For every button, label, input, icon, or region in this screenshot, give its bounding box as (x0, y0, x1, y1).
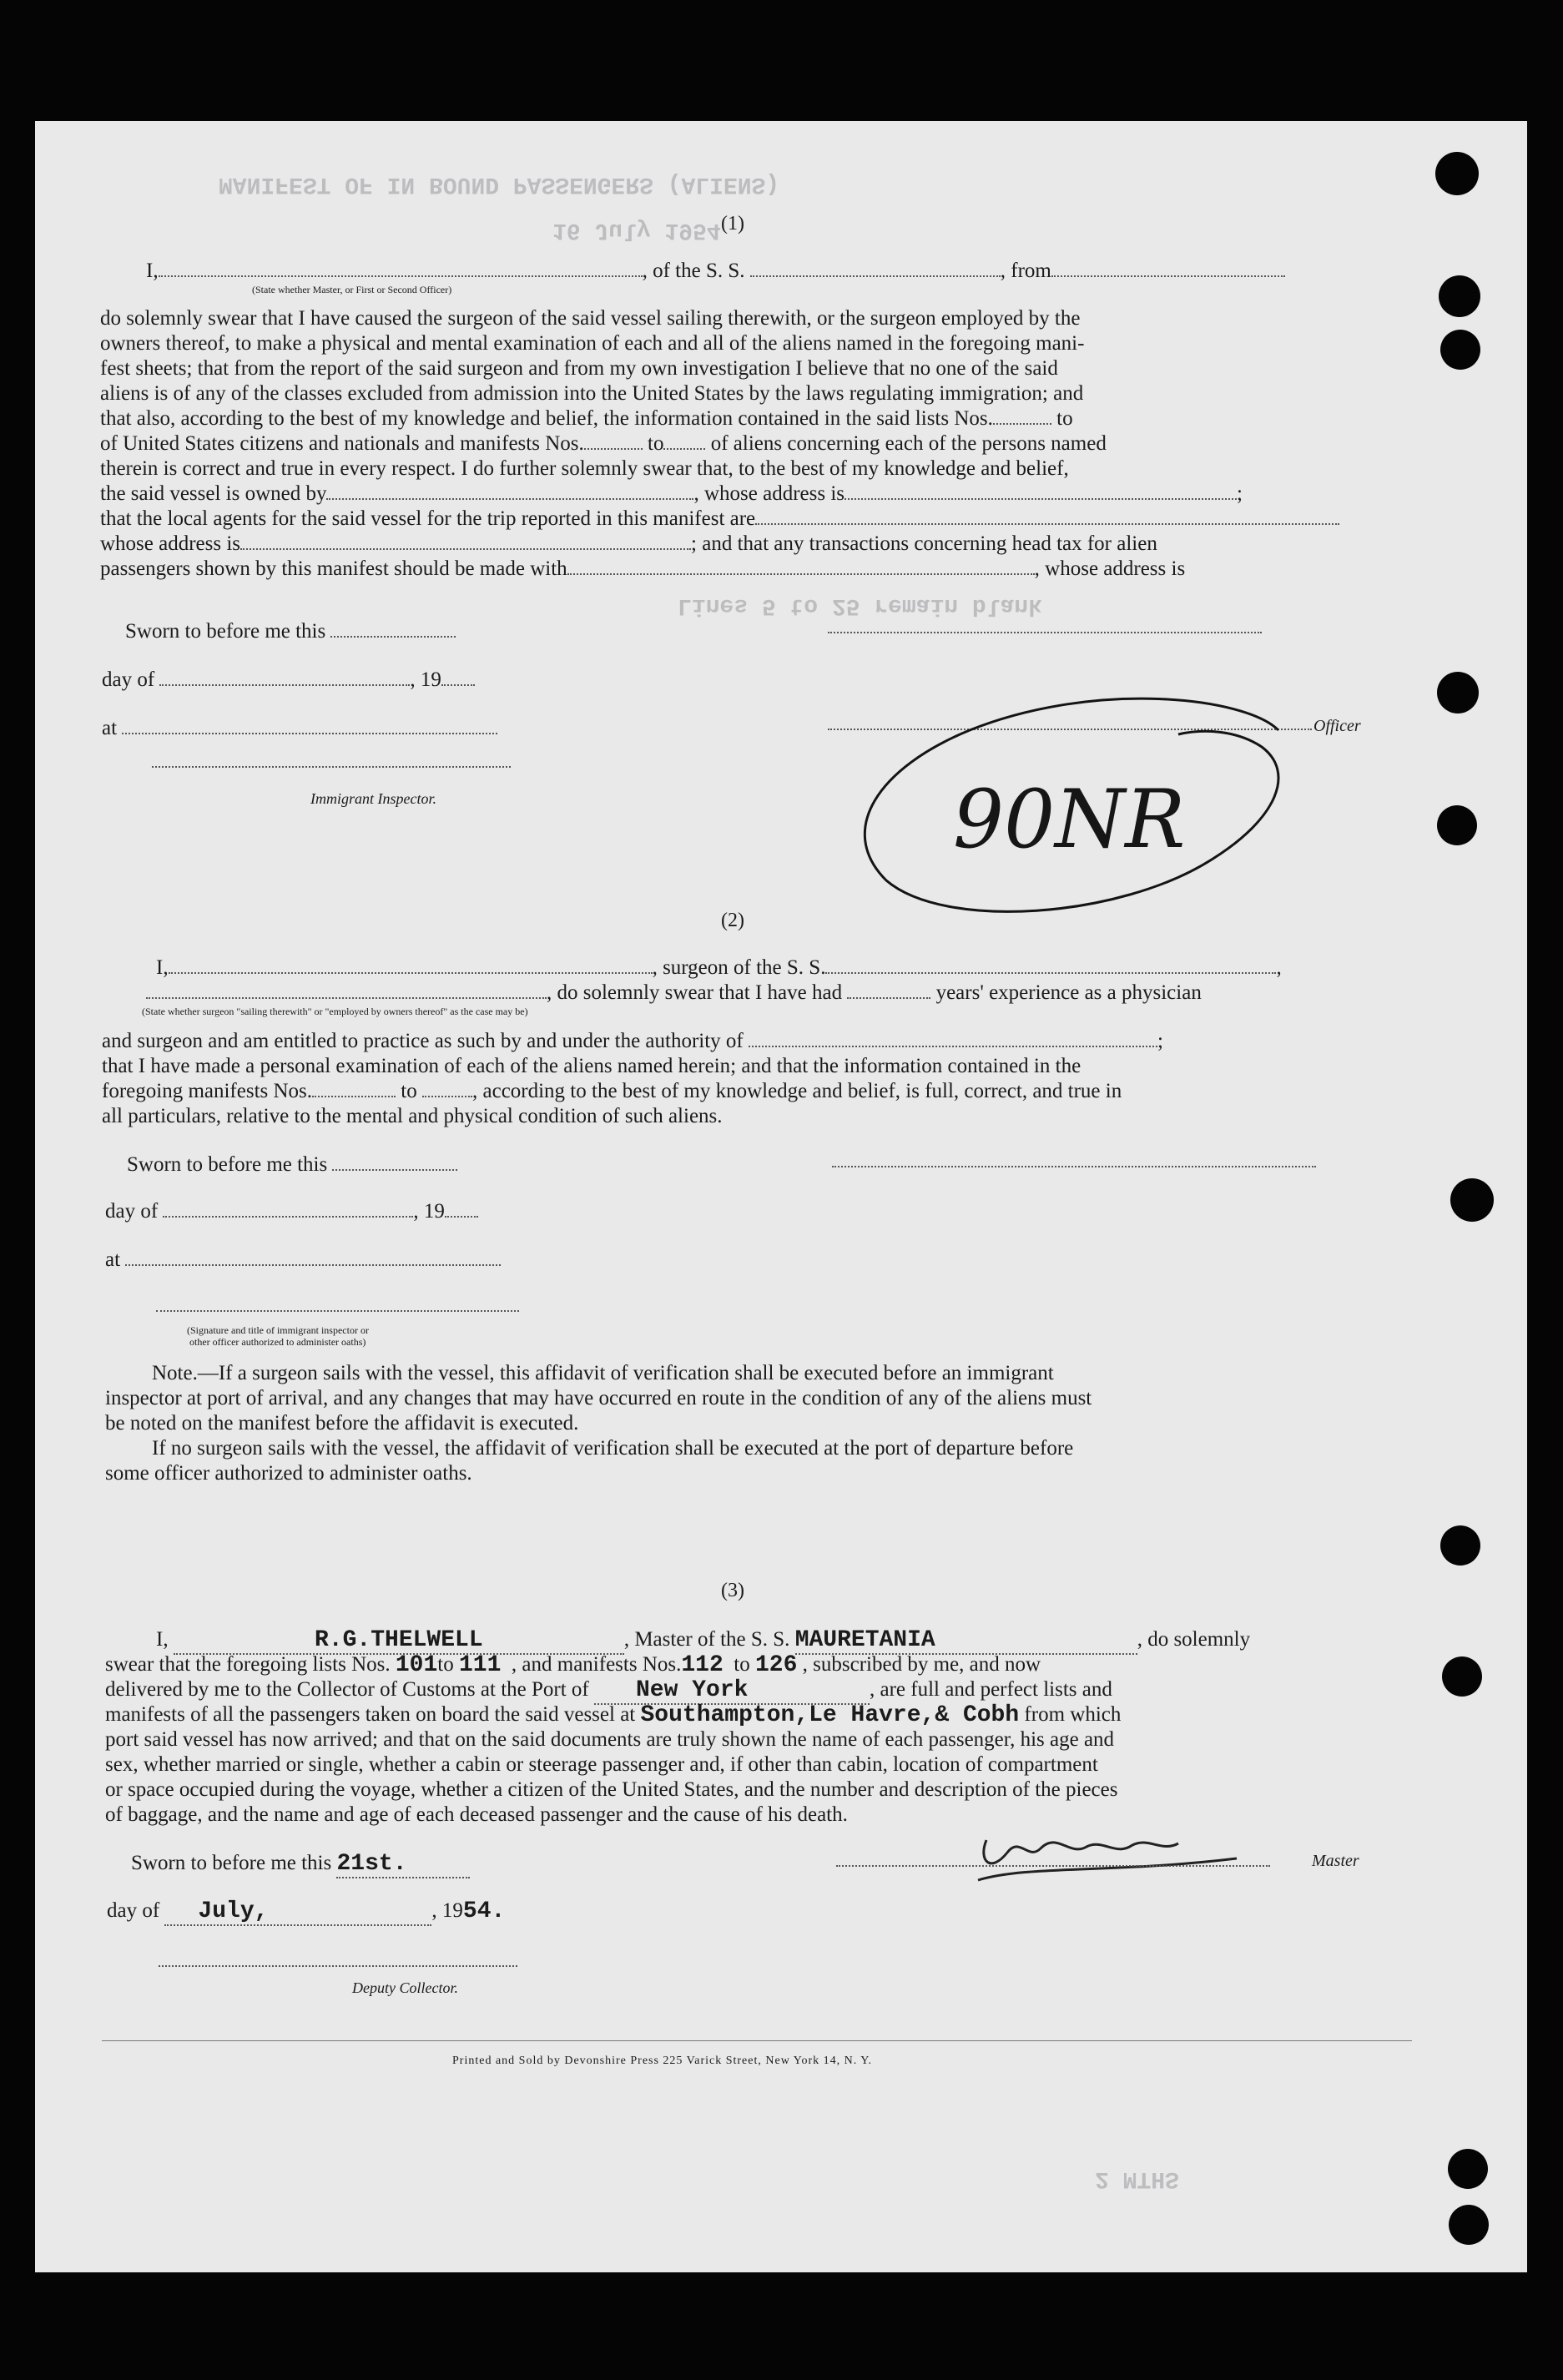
sec1-inspector-line (152, 766, 511, 768)
sec1-para-9: that the local agents for the said vessel for the trip reported in this manifest are (100, 507, 1339, 532)
sec1-signature-line (828, 632, 1262, 633)
sec2-para-4: all particulars, relative to the mental and physical condition of such aliens. (102, 1105, 723, 1127)
port-of-arrival: New York (636, 1677, 749, 1703)
sec2-sig-caption-2: other officer authorized to administer oaths) (189, 1336, 366, 1348)
manifest-to: 126 (754, 1652, 798, 1678)
binder-hole (1440, 1525, 1480, 1566)
sworn-year: 54. (462, 1898, 506, 1924)
manifest-from: 112 (681, 1652, 724, 1678)
sec1-officer-label: Officer (1313, 717, 1361, 735)
sec1-role-caption: (State whether Master, or First or Second Officer) (252, 284, 452, 295)
sec3-line-1: I, R.G.THELWELL , Master of the S. S. MAURETANIA , do solemnly (156, 1627, 1251, 1653)
sec3-line-2: swear that the foregoing lists Nos. 101to 111 , and manifests Nos.112 to 126 , subscribed by me, and now (105, 1652, 1041, 1678)
sec1-of-ss: , of the S. S. (642, 260, 745, 282)
sec2-para-1: and surgeon and am entitled to practice as such by and under the authority of ; (102, 1030, 1163, 1052)
sec3-para-7: or space occupied during the voyage, whether a citizen of the United States, and the number and description of the pieces (105, 1778, 1118, 1801)
sec2-role-caption: (State whether surgeon "sailing therewith" or "employed by owners thereof" as the case may be) (142, 1006, 528, 1017)
note-line-5: some officer authorized to administer oaths. (105, 1462, 472, 1485)
sec1-line-1 (146, 259, 1285, 284)
binder-hole (1440, 330, 1480, 370)
sec2-line-1: I, , surgeon of the S. S. , (156, 956, 1282, 979)
sec1-i: I, (146, 260, 159, 282)
note-line-2: inspector at port of arrival, and any changes that may have occurred en route in the condition of any of the aliens must (105, 1387, 1092, 1409)
sec1-para-11: passengers shown by this manifest should be made with , whose address is (100, 557, 1186, 580)
sec3-para-8: of baggage, and the name and age of each deceased passenger and the cause of his death. (105, 1803, 848, 1826)
binder-hole (1449, 2205, 1489, 2245)
sec3-para-6: sex, whether married or single, whether a cabin or steerage passenger and, if other than cabin, location of compartment (105, 1753, 1098, 1776)
note-line-3: be noted on the manifest before the affidavit is executed. (105, 1412, 579, 1435)
sec1-para-7: therein is correct and true in every respect. I do further solemnly swear that, to the best of my knowledge and belief, (100, 457, 1069, 480)
sec2-para-3: foregoing manifests Nos. to , according to the best of my knowledge and belief, is full, correct, and true in (102, 1080, 1122, 1102)
sec3-master-line (836, 1865, 1270, 1867)
binder-hole (1448, 2149, 1488, 2189)
binder-hole (1437, 805, 1477, 845)
sec3-line-3: delivered by me to the Collector of Customs at the Port of New York , are full and perfect lists and (105, 1677, 1112, 1703)
bleed-through-date: 16 July 1954 (552, 217, 721, 243)
sec1-para-8: the said vessel is owned by , whose address is ; (100, 482, 1243, 505)
list-to: 111 (458, 1652, 502, 1678)
footer-rule (102, 2040, 1412, 2041)
sec2-sig-caption-1: (Signature and title of immigrant inspector or (187, 1324, 369, 1336)
binder-hole (1437, 672, 1479, 713)
sec2-line-2: , do solemnly swear that I have had years' experience as a physician (146, 981, 1202, 1006)
document-page (35, 121, 1527, 2272)
section-1-heading: (1) (721, 213, 744, 234)
sec1-para-3: fest sheets; that from the report of the said surgeon and from my own investigation I believe that no one of the said (100, 357, 1058, 380)
sec2-at: at (105, 1248, 501, 1273)
master-name: R.G.THELWELL (315, 1627, 483, 1653)
sec2-day-of: day of , 19 (105, 1199, 478, 1224)
sec2-inspector-line (156, 1310, 519, 1312)
bleed-through-remark: Lines 5 to 25 remain blank (678, 592, 1042, 618)
ship-name: MAURETANIA (794, 1627, 935, 1653)
note-line-1: Note.—If a surgeon sails with the vessel, this affidavit of verification shall be executed before an immigrant (152, 1362, 1054, 1384)
binder-hole (1435, 152, 1479, 195)
sec3-collector-label: Deputy Collector. (352, 1979, 458, 1996)
bleed-through-text: MANIFEST OF IN BOUND PASSENGERS (ALIENS) (219, 171, 780, 197)
sec3-day-of: day of July, , 1954. (107, 1898, 506, 1924)
sec3-sworn: Sworn to before me this 21st. (131, 1851, 470, 1878)
ports-of-departure: Southampton,Le Havre,& Cobh (640, 1702, 1020, 1728)
sec3-para-5: port said vessel has now arrived; and that on the said documents are truly shown the name of each passenger, his age and (105, 1728, 1115, 1751)
binder-hole (1439, 275, 1480, 317)
sec1-inspector-label: Immigrant Inspector. (310, 790, 436, 807)
sec1-from: , from (1000, 260, 1051, 282)
sec1-para-6: of United States citizens and nationals and manifests Nos. to of aliens concerning each of the persons named (100, 432, 1107, 455)
stamp-text: 90NR (953, 773, 1186, 866)
sec2-signature-line (832, 1166, 1316, 1167)
sec2-para-2: that I have made a personal examination of each of the aliens named herein; and that the information contained in the (102, 1055, 1081, 1077)
section-3-heading: (3) (721, 1580, 744, 1601)
sec1-para-1: do solemnly swear that I have caused the surgeon of the said vessel sailing therewith, or the surgeon employed by the (100, 307, 1081, 330)
sec1-para-10: whose address is ; and that any transactions concerning head tax for alien (100, 532, 1157, 555)
sec3-collector-line (159, 1965, 517, 1967)
list-from: 101 (395, 1652, 438, 1678)
sec3-line-4: manifests of all the passengers taken on board the said vessel at Southampton,Le Havre,& Cobh from which (105, 1702, 1122, 1728)
sec1-at: at (102, 716, 497, 741)
section-2-heading: (2) (721, 910, 744, 931)
sworn-month: July, (198, 1898, 269, 1924)
bleed-through-mark: 2 MTHS (1095, 2166, 1179, 2191)
sworn-day: 21st. (336, 1851, 407, 1877)
sec1-sworn: Sworn to before me this (125, 619, 456, 644)
sec1-para-5: that also, according to the best of my knowledge and belief, the information contained in the said lists Nos. to (100, 407, 1073, 430)
sec1-para-4: aliens is of any of the classes excluded from admission into the United States by the laws regulating immigration; and (100, 382, 1084, 405)
sec2-sworn: Sworn to before me this (127, 1152, 457, 1177)
printer-footer: Printed and Sold by Devonshire Press 225 Varick Street, New York 14, N. Y. (452, 2055, 873, 2067)
sec1-day-of: day of , 19 (102, 668, 475, 693)
note-line-4: If no surgeon sails with the vessel, the affidavit of verification shall be executed at the port of departure before (152, 1437, 1074, 1460)
binder-hole (1450, 1178, 1494, 1222)
master-signature (961, 1815, 1262, 1890)
sec1-para-2: owners thereof, to make a physical and mental examination of each and all of the aliens named in the foregoing mani- (100, 332, 1085, 355)
handwritten-90nr-mark (845, 688, 1312, 930)
sec3-master-label: Master (1312, 1852, 1359, 1870)
binder-hole (1442, 1656, 1482, 1697)
